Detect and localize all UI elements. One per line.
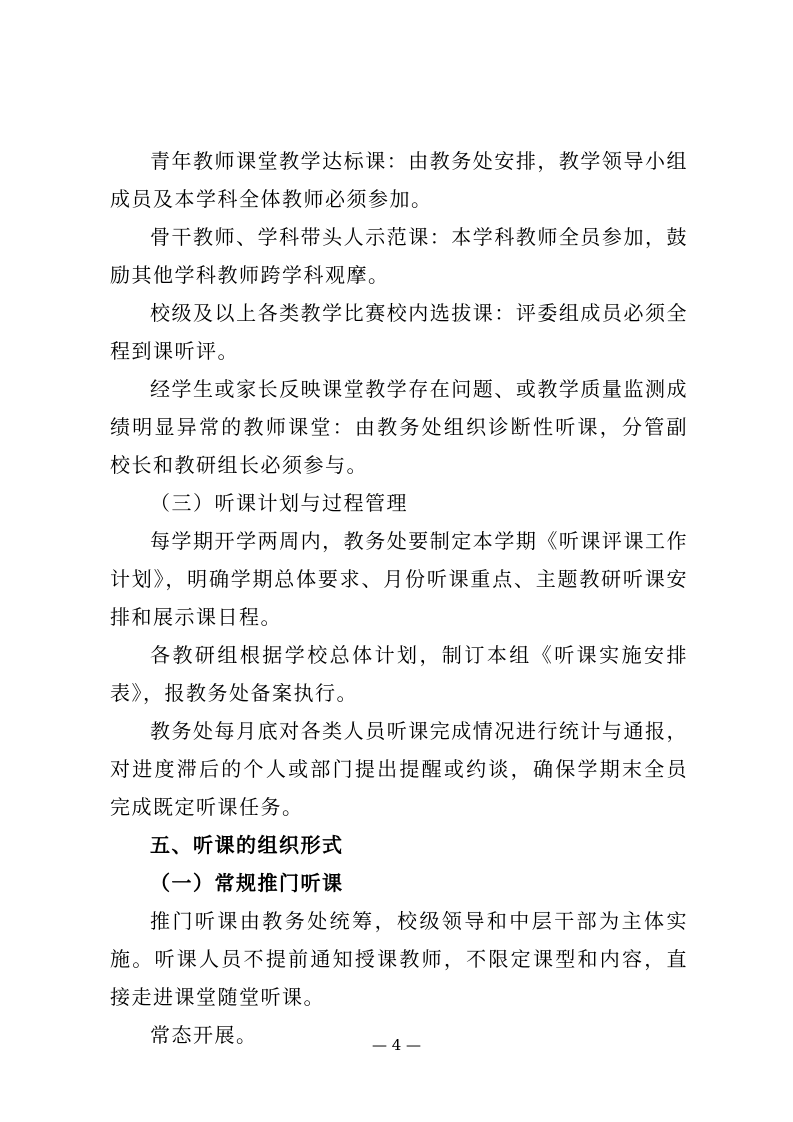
paragraph-backbone-teacher-class: 骨干教师、学科带头人示范课：本学科教师全员参加，鼓励其他学科教师跨学科观摩。 (110, 225, 688, 287)
paragraph-competition-selection: 校级及以上各类教学比赛校内选拔课：评委组成员必须全程到课听评。 (110, 301, 688, 363)
paragraph-semester-plan: 每学期开学两周内，教务处要制定本学期《听课评课工作计划》，明确学期总体要求、月份听课重点、主题教研听课安排和展示课日程。 (110, 529, 688, 629)
paragraph-diagnostic-listening: 经学生或家长反映课堂教学存在问题、或教学质量监测成绩明显异常的教师课堂：由教务处组织诊断性听课，分管副校长和教研组长必须参与。 (110, 377, 688, 477)
subheading-routine-listening: （一）常规推门听课 (150, 871, 344, 895)
paragraph-monthly-statistics: 教务处每月底对各类人员听课完成情况进行统计与通报，对进度滞后的个人或部门提出提醒或约谈，确保学期末全员完成既定听课任务。 (110, 719, 688, 819)
paragraph-routine-description: 推门听课由教务处统筹，校级领导和中层干部为主体实施。听课人员不提前通知授课教师，不限定课型和内容，直接走进课堂随堂听课。 (110, 909, 688, 1009)
paragraph-normal-practice: 常态开展。 (150, 1023, 258, 1047)
paragraph-youth-teacher-class: 青年教师课堂教学达标课：由教务处安排，教学领导小组成员及本学科全体教师必须参加。 (110, 149, 688, 211)
paragraph-group-schedule: 各教研组根据学校总体计划，制订本组《听课实施安排表》，报教务处备案执行。 (110, 643, 688, 705)
subheading-plan-management: （三）听课计划与过程管理 (150, 491, 408, 515)
heading-organization-form: 五、听课的组织形式 (150, 833, 344, 857)
document-body (110, 142, 688, 1054)
page-number: — 4 — (371, 1036, 422, 1054)
